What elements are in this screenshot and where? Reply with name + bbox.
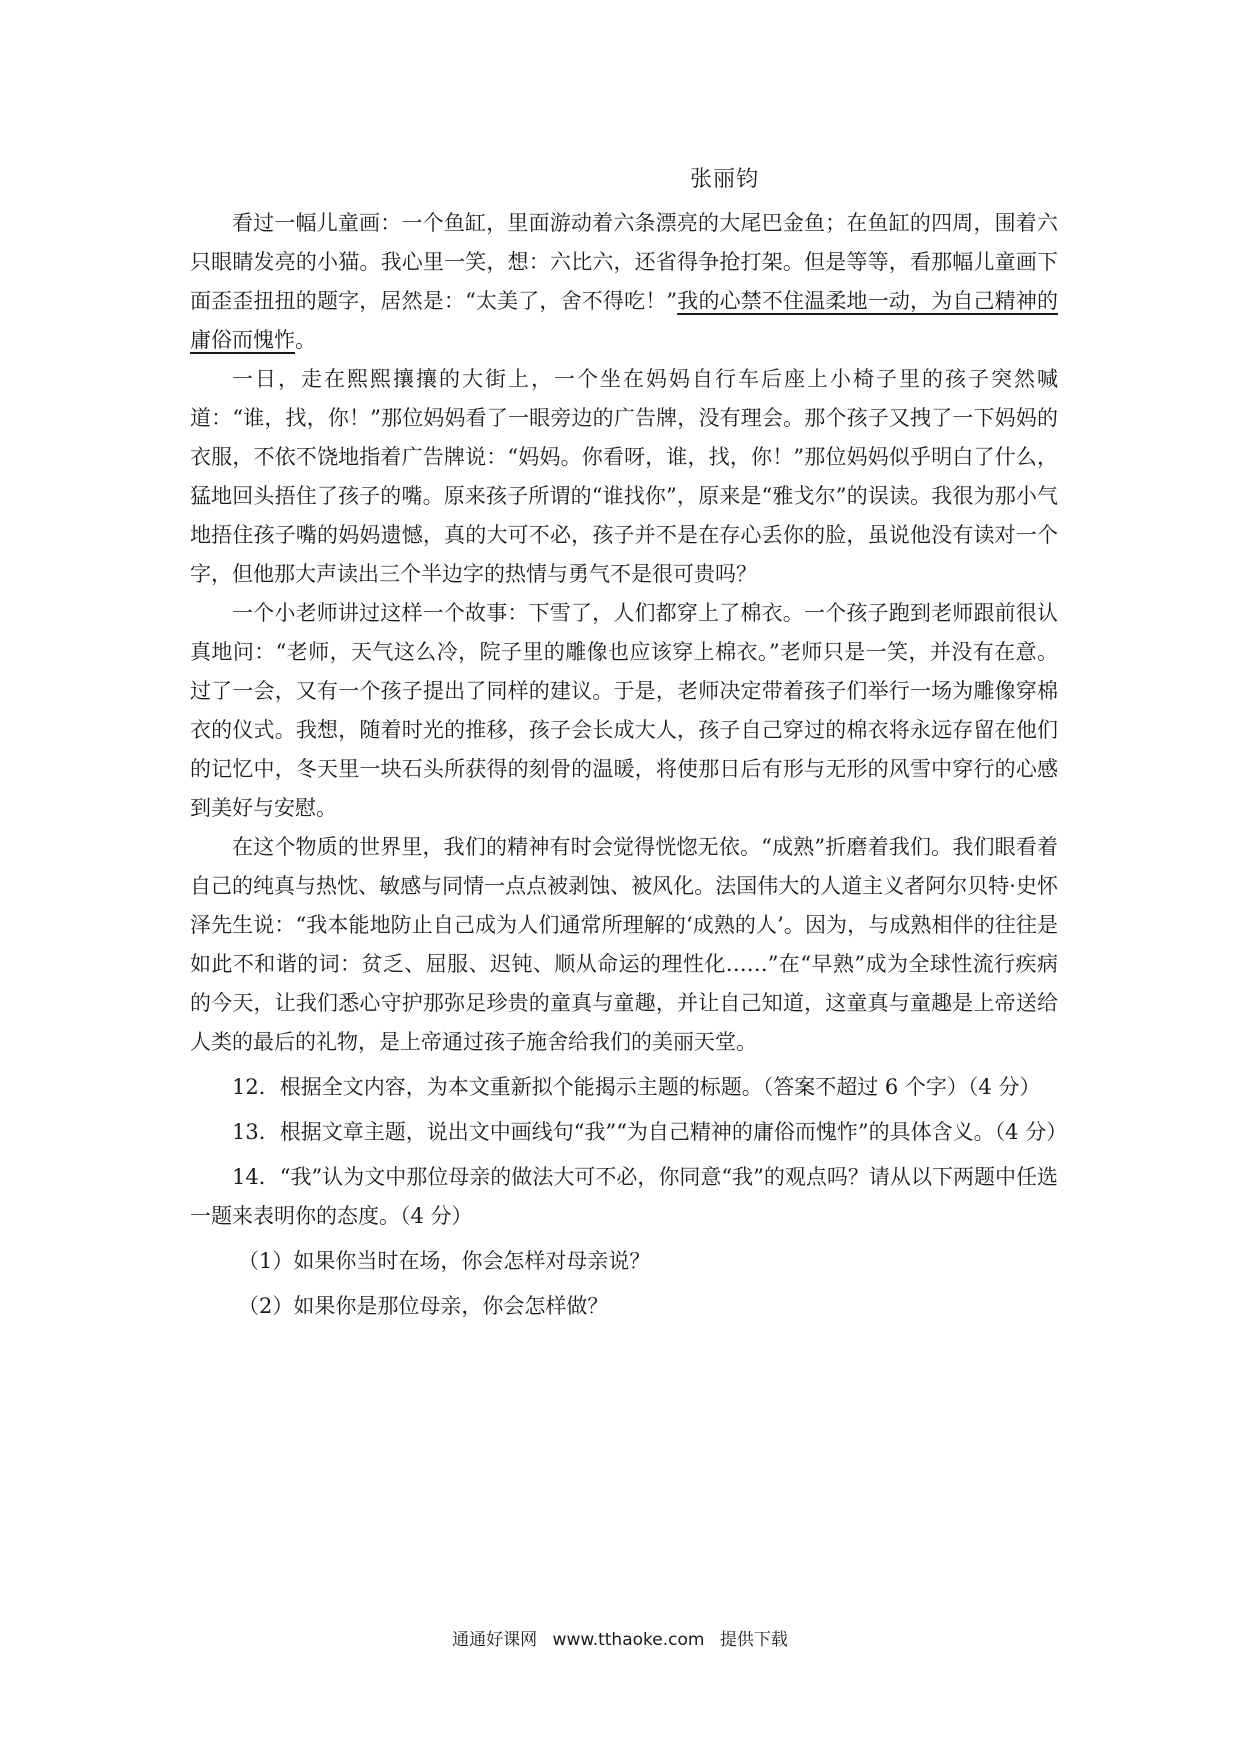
article-body (190, 204, 1068, 1326)
paragraph-2: 一日，走在熙熙攘攘的大街上，一个坐在妈妈自行车后座上小椅子里的孩子突然喊道：“谁，找，你！”那位妈妈看了一眼旁边的广告牌，没有理会。那个孩子又拽了一下妈妈的衣服，不依不饶地指着广告牌说：“妈妈。你看呀，谁，找，你！”那位妈妈似乎明白了什么，猛地回头捂住了孩子的嘴。原来孩子所谓的“谁找你”，原来是“雅戈尔”的误读。我很为那小气地捂住孩子嘴的妈妈遗憾，真的大可不必，孩子并不是在存心丢你的脸，虽说他没有读对一个字，但他那大声读出三个半边字的热情与勇气不是很可贵吗？ (190, 367, 1058, 586)
underlined-sentence: 我的心禁不住温柔地一动，为自己精神的庸俗而愧怍 (190, 289, 1058, 352)
author-name: 张丽钧 (690, 167, 760, 192)
page-footer (0, 1625, 1240, 1650)
question-12: 12．根据全文内容，为本文重新拟个能揭示主题的标题。（答案不超过 6 个字）（4 分） (232, 1075, 1041, 1099)
footer-url[interactable]: www.tthaoke.com (552, 1630, 705, 1650)
question-14-option-1: （1）如果你当时在场，你会怎样对母亲说？ (238, 1249, 651, 1273)
paragraph-1-end: 。 (295, 328, 316, 352)
footer-note: 提供下载 (719, 1630, 788, 1650)
footer-site-name: 通通好课网 (452, 1630, 538, 1650)
question-14-option-2: （2）如果你是那位母亲，你会怎样做？ (238, 1294, 609, 1318)
question-14: 14．“我”认为文中那位母亲的做法大可不必，你同意“我”的观点吗？请从以下两题中任选一题来表明你的态度。（4 分） (190, 1165, 1058, 1228)
paragraph-4: 在这个物质的世界里，我们的精神有时会觉得恍惚无依。“成熟”折磨着我们。我们眼看着自己的纯真与热忱、敏感与同情一点点被剥蚀、被风化。法国伟大的人道主义者阿尔贝特·史怀泽先生说：“我本能地防止自己成为人们通常所理解的‘成熟的人’。因为，与成熟相伴的往往是如此不和谐的词：贫乏、屈服、迟钝、顺从命运的理性化……”在“早熟”成为全球性流行疾病的今天，让我们悉心守护那弥足珍贵的童真与童趣，并让自己知道，这童真与童趣是上帝送给人类的最后的礼物，是上帝通过孩子施舍给我们的美丽天堂。 (190, 835, 1058, 1054)
paragraph-1 (190, 204, 1058, 360)
question-13: 13．根据文章主题，说出文中画线句“我”“为自己精神的庸俗而愧怍”的具体含义。（4 分） (232, 1120, 1068, 1144)
paragraph-1-text: 看过一幅儿童画：一个鱼缸，里面游动着六条漂亮的大尾巴金鱼；在鱼缸的四周，围着六只眼睛发亮的小猫。我心里一笑，想：六比六，还省得争抢打架。但是等等，看那幅儿童画下面歪歪扭扭的题字，居然是：“太美了，舍不得吃！” (190, 211, 1058, 313)
paragraph-3: 一个小老师讲过这样一个故事：下雪了，人们都穿上了棉衣。一个孩子跑到老师跟前很认真地问：“老师，天气这么冷，院子里的雕像也应该穿上棉衣。”老师只是一笑，并没有在意。过了一会，又有一个孩子提出了同样的建议。于是，老师决定带着孩子们举行一场为雕像穿棉衣的仪式。我想，随着时光的推移，孩子会长成大人，孩子自己穿过的棉衣将永远存留在他们的记忆中，冬天里一块石头所获得的刻骨的温暖，将使那日后有形与无形的风雪中穿行的心感到美好与安慰。 (190, 601, 1058, 820)
